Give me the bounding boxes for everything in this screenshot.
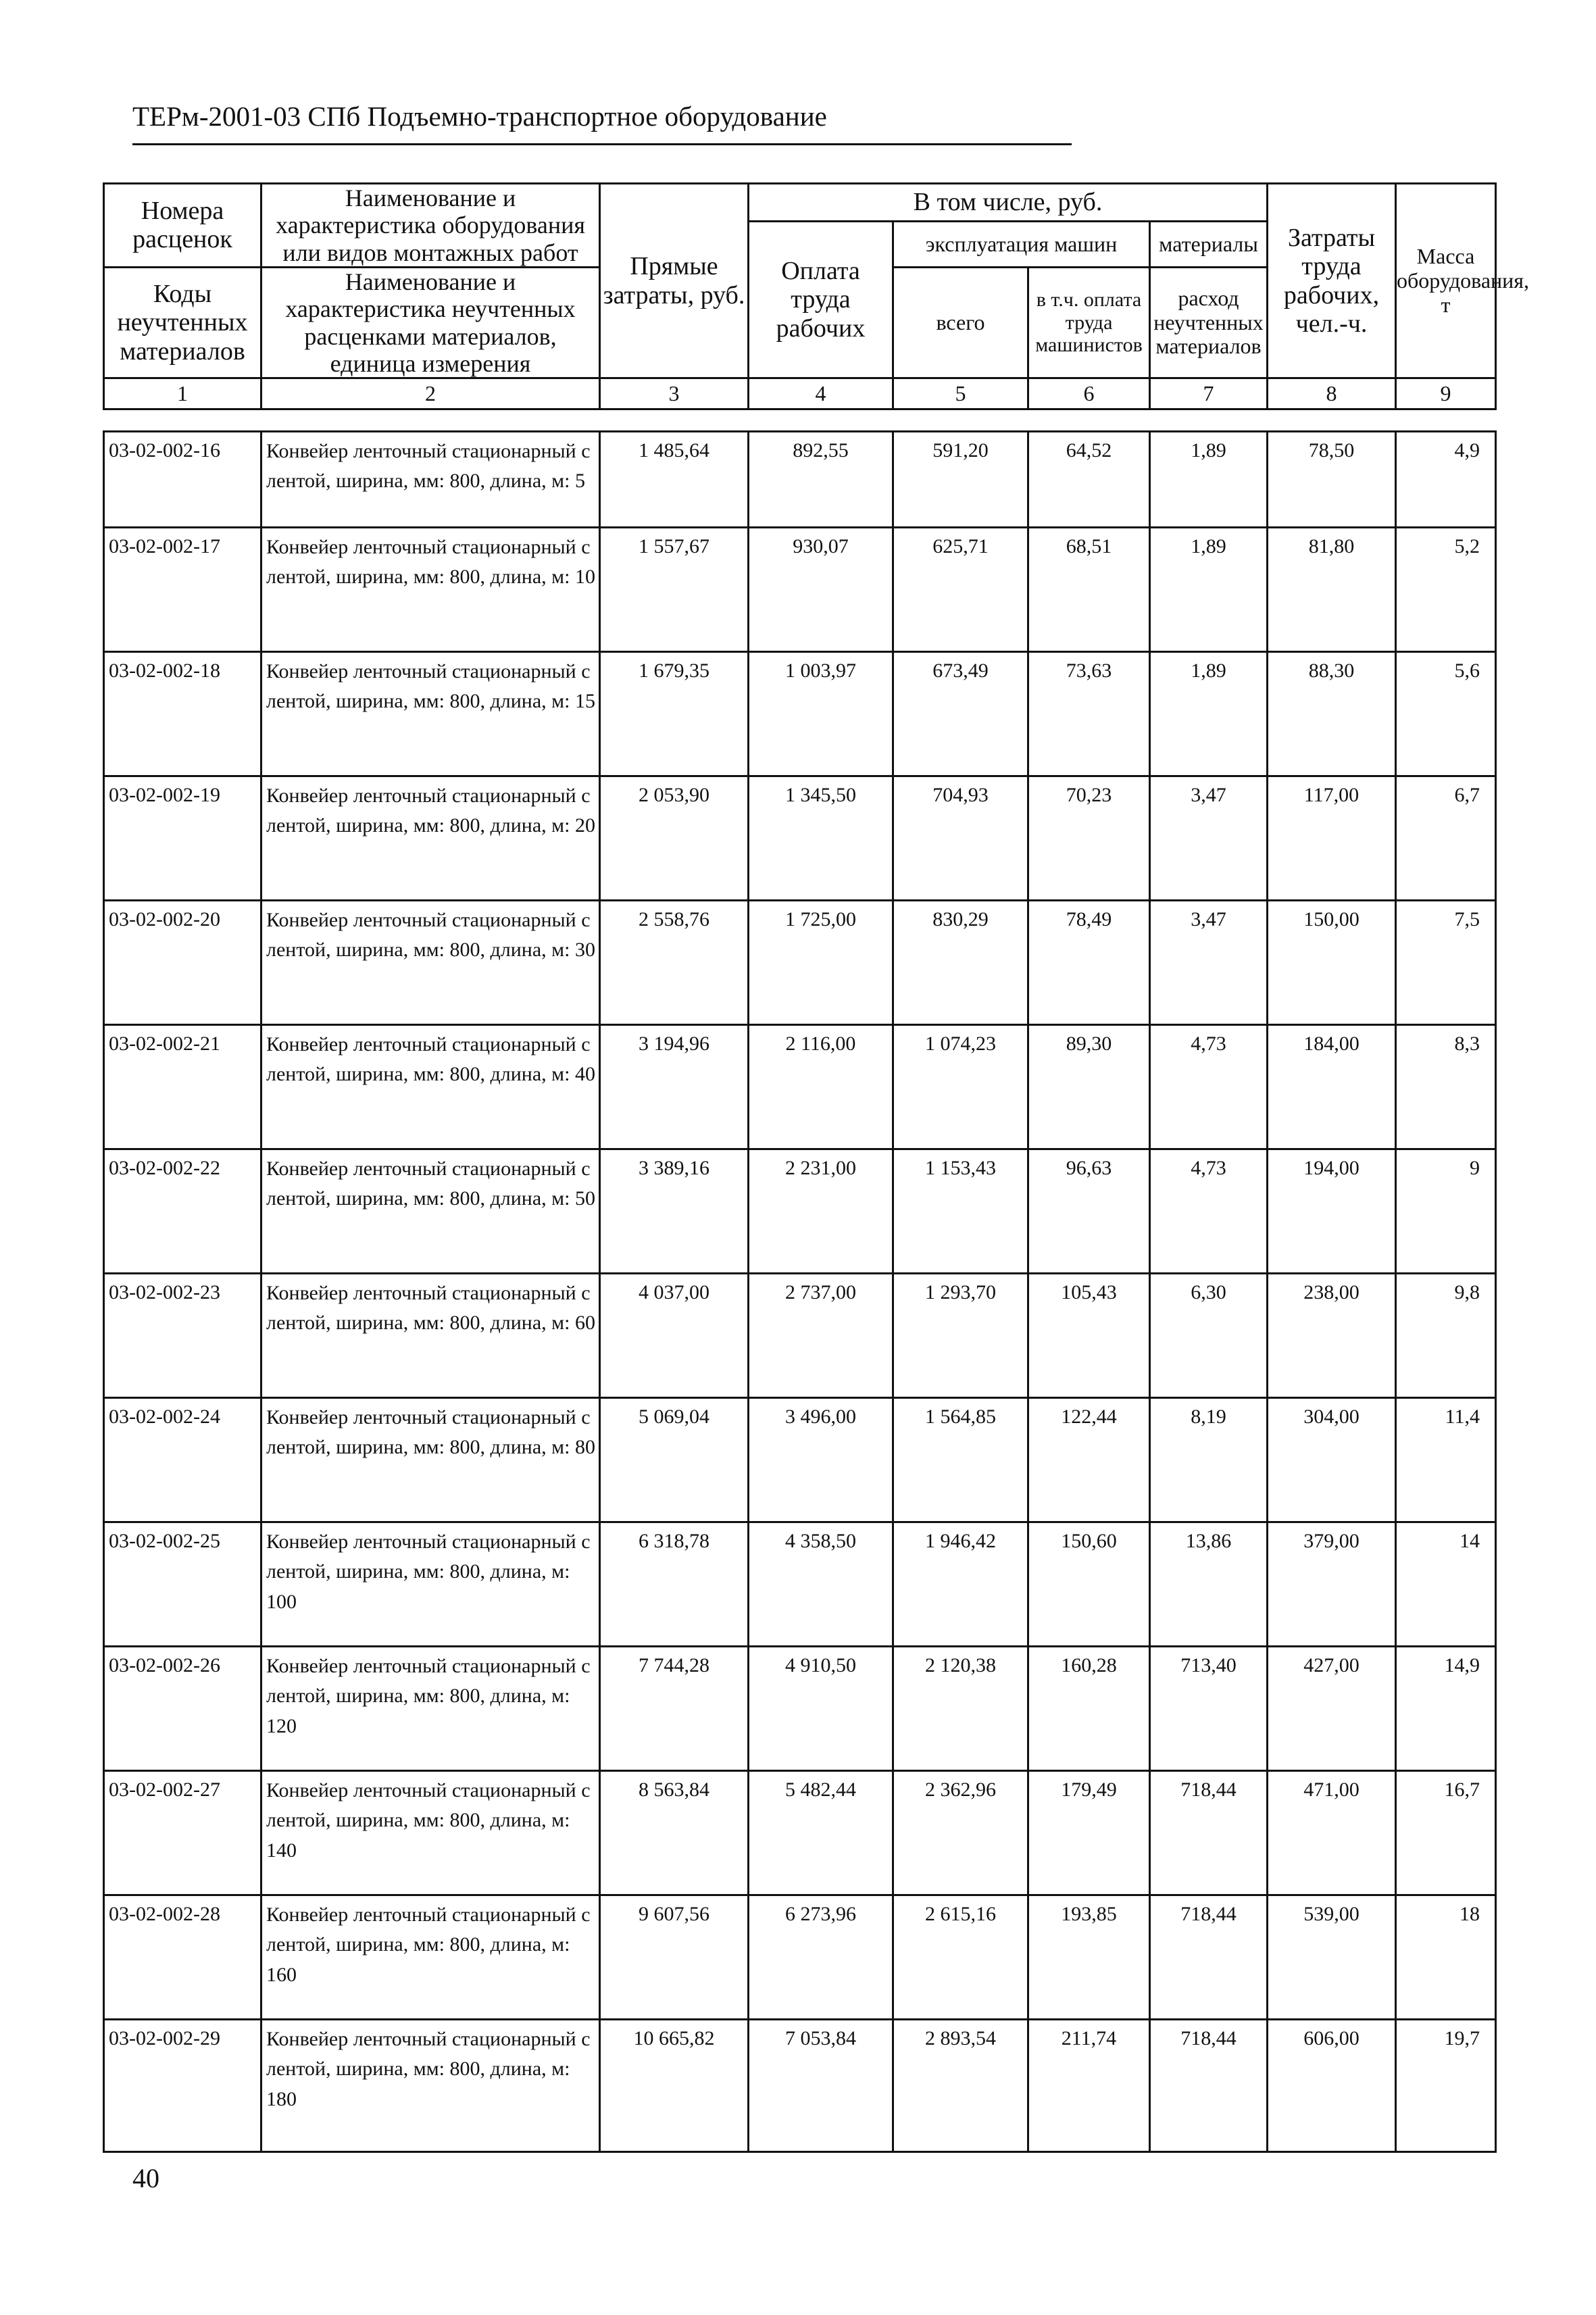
row-materials: 718,44 — [1150, 1895, 1268, 2020]
row-code: 03-02-002-28 — [104, 1895, 261, 2020]
row-code: 03-02-002-25 — [104, 1522, 261, 1647]
row-labor-hours: 150,00 — [1268, 901, 1396, 1025]
row-labor-hours: 184,00 — [1268, 1025, 1396, 1149]
col-number: 2 — [261, 378, 600, 409]
row-materials: 6,30 — [1150, 1274, 1268, 1398]
row-machines-total: 2 362,96 — [893, 1771, 1028, 1895]
row-machines-labor: 160,28 — [1028, 1647, 1150, 1771]
row-labor-cost: 1 345,50 — [749, 776, 893, 901]
page-number: 40 — [132, 2163, 159, 2193]
row-direct-cost: 1 679,35 — [600, 652, 749, 776]
row-labor-hours: 117,00 — [1268, 776, 1396, 901]
row-code: 03-02-002-27 — [104, 1771, 261, 1895]
row-machines-total: 2 120,38 — [893, 1647, 1028, 1771]
row-labor-hours: 606,00 — [1268, 2020, 1396, 2152]
row-mass: 18 — [1396, 1895, 1496, 2020]
row-direct-cost: 8 563,84 — [600, 1771, 749, 1895]
col-header-labor: Оплата труда рабочих — [749, 222, 893, 378]
row-labor-cost: 892,55 — [749, 432, 893, 528]
row-labor-hours: 78,50 — [1268, 432, 1396, 528]
row-mass: 9 — [1396, 1149, 1496, 1274]
row-code: 03-02-002-23 — [104, 1274, 261, 1398]
row-labor-hours: 379,00 — [1268, 1522, 1396, 1647]
row-labor-cost: 2 737,00 — [749, 1274, 893, 1398]
row-direct-cost: 7 744,28 — [600, 1647, 749, 1771]
row-name: Конвейер ленточный стационарный с лентой, ширина, мм: 800, длина, м: 120 — [261, 1647, 600, 1771]
row-code: 03-02-002-21 — [104, 1025, 261, 1149]
row-name: Конвейер ленточный стационарный с лентой, ширина, мм: 800, длина, м: 40 — [261, 1025, 600, 1149]
col-number: 9 — [1396, 378, 1496, 409]
col-header-machines: эксплуатация машин — [893, 222, 1150, 268]
col-number: 1 — [104, 378, 261, 409]
row-materials: 1,89 — [1150, 432, 1268, 528]
rates-table — [103, 430, 1497, 2153]
table-row — [104, 652, 1496, 776]
row-code: 03-02-002-26 — [104, 1647, 261, 1771]
row-machines-total: 1 293,70 — [893, 1274, 1028, 1398]
col-number: 8 — [1268, 378, 1396, 409]
row-direct-cost: 1 485,64 — [600, 432, 749, 528]
col-header-hours: Затраты труда рабочих, чел.-ч. — [1268, 184, 1396, 378]
col-header-machines-total: всего — [893, 267, 1028, 378]
row-machines-total: 625,71 — [893, 528, 1028, 652]
row-materials: 3,47 — [1150, 776, 1268, 901]
row-direct-cost: 2 053,90 — [600, 776, 749, 901]
row-mass: 7,5 — [1396, 901, 1496, 1025]
row-labor-cost: 3 496,00 — [749, 1398, 893, 1522]
table-row — [104, 1895, 1496, 2020]
row-machines-labor: 78,49 — [1028, 901, 1150, 1025]
table-row — [104, 1522, 1496, 1647]
row-labor-cost: 4 910,50 — [749, 1647, 893, 1771]
col-header-name-bottom: Наименование и характеристика неучтенных расценками материалов, единица измерения — [261, 267, 600, 378]
row-machines-total: 1 946,42 — [893, 1522, 1028, 1647]
row-name: Конвейер ленточный стационарный с лентой, ширина, мм: 800, длина, м: 100 — [261, 1522, 600, 1647]
row-labor-cost: 930,07 — [749, 528, 893, 652]
row-mass: 16,7 — [1396, 1771, 1496, 1895]
row-mass: 11,4 — [1396, 1398, 1496, 1522]
col-header-materials-consumption: расход неучтенных материалов — [1150, 267, 1268, 378]
row-code: 03-02-002-19 — [104, 776, 261, 901]
row-name: Конвейер ленточный стационарный с лентой, ширина, мм: 800, длина, м: 160 — [261, 1895, 600, 2020]
row-machines-labor: 150,60 — [1028, 1522, 1150, 1647]
row-machines-labor: 89,30 — [1028, 1025, 1150, 1149]
row-labor-hours: 88,30 — [1268, 652, 1396, 776]
row-labor-cost: 4 358,50 — [749, 1522, 893, 1647]
page-title: ТЕРм-2001-03 СПб Подъемно-транспортное оборудование — [132, 101, 827, 132]
row-code: 03-02-002-24 — [104, 1398, 261, 1522]
row-direct-cost: 5 069,04 — [600, 1398, 749, 1522]
row-materials: 13,86 — [1150, 1522, 1268, 1647]
row-name: Конвейер ленточный стационарный с лентой, ширина, мм: 800, длина, м: 60 — [261, 1274, 600, 1398]
row-machines-total: 591,20 — [893, 432, 1028, 528]
row-machines-total: 673,49 — [893, 652, 1028, 776]
col-header-group: В том числе, руб. — [749, 184, 1268, 222]
row-machines-labor: 68,51 — [1028, 528, 1150, 652]
table-row — [104, 1274, 1496, 1398]
row-machines-labor: 193,85 — [1028, 1895, 1150, 2020]
row-machines-labor: 122,44 — [1028, 1398, 1150, 1522]
row-labor-hours: 539,00 — [1268, 1895, 1396, 2020]
row-direct-cost: 3 389,16 — [600, 1149, 749, 1274]
table-row — [104, 901, 1496, 1025]
table-row — [104, 776, 1496, 901]
row-labor-hours: 194,00 — [1268, 1149, 1396, 1274]
table-row — [104, 528, 1496, 652]
row-labor-cost: 1 725,00 — [749, 901, 893, 1025]
row-labor-cost: 2 116,00 — [749, 1025, 893, 1149]
table-row — [104, 1771, 1496, 1895]
col-number: 3 — [600, 378, 749, 409]
row-labor-cost: 7 053,84 — [749, 2020, 893, 2152]
table-row — [104, 2020, 1496, 2152]
row-machines-total: 1 074,23 — [893, 1025, 1028, 1149]
row-labor-cost: 2 231,00 — [749, 1149, 893, 1274]
row-name: Конвейер ленточный стационарный с лентой, ширина, мм: 800, длина, м: 10 — [261, 528, 600, 652]
col-header-machines-labor: в т.ч. оплата труда машинистов — [1028, 267, 1150, 378]
row-mass: 5,6 — [1396, 652, 1496, 776]
row-materials: 718,44 — [1150, 2020, 1268, 2152]
row-direct-cost: 2 558,76 — [600, 901, 749, 1025]
row-direct-cost: 10 665,82 — [600, 2020, 749, 2152]
row-labor-hours: 304,00 — [1268, 1398, 1396, 1522]
row-name: Конвейер ленточный стационарный с лентой, ширина, мм: 800, длина, м: 180 — [261, 2020, 600, 2152]
row-name: Конвейер ленточный стационарный с лентой, ширина, мм: 800, длина, м: 15 — [261, 652, 600, 776]
row-labor-hours: 427,00 — [1268, 1647, 1396, 1771]
row-mass: 6,7 — [1396, 776, 1496, 901]
row-materials: 4,73 — [1150, 1149, 1268, 1274]
row-machines-total: 1 564,85 — [893, 1398, 1028, 1522]
table-row — [104, 432, 1496, 528]
row-mass: 19,7 — [1396, 2020, 1496, 2152]
col-number: 5 — [893, 378, 1028, 409]
row-materials: 1,89 — [1150, 528, 1268, 652]
table-header — [103, 182, 1529, 410]
row-name: Конвейер ленточный стационарный с лентой, ширина, мм: 800, длина, м: 140 — [261, 1771, 600, 1895]
row-machines-total: 2 893,54 — [893, 2020, 1028, 2152]
col-header-direct: Прямые затраты, руб. — [600, 184, 749, 378]
row-labor-hours: 238,00 — [1268, 1274, 1396, 1398]
row-direct-cost: 3 194,96 — [600, 1025, 749, 1149]
row-direct-cost: 6 318,78 — [600, 1522, 749, 1647]
row-code: 03-02-002-17 — [104, 528, 261, 652]
row-materials: 1,89 — [1150, 652, 1268, 776]
row-name: Конвейер ленточный стационарный с лентой, ширина, мм: 800, длина, м: 50 — [261, 1149, 600, 1274]
row-machines-labor: 73,63 — [1028, 652, 1150, 776]
row-code: 03-02-002-16 — [104, 432, 261, 528]
table-row — [104, 1647, 1496, 1771]
col-header-name-top: Наименование и характеристика оборудования или видов монтажных работ — [261, 184, 600, 268]
row-mass: 14 — [1396, 1522, 1496, 1647]
row-machines-total: 704,93 — [893, 776, 1028, 901]
row-mass: 9,8 — [1396, 1274, 1496, 1398]
row-labor-cost: 6 273,96 — [749, 1895, 893, 2020]
row-labor-cost: 5 482,44 — [749, 1771, 893, 1895]
row-direct-cost: 4 037,00 — [600, 1274, 749, 1398]
row-direct-cost: 1 557,67 — [600, 528, 749, 652]
row-machines-labor: 179,49 — [1028, 1771, 1150, 1895]
table-row — [104, 1149, 1496, 1274]
row-labor-hours: 471,00 — [1268, 1771, 1396, 1895]
row-mass: 5,2 — [1396, 528, 1496, 652]
row-direct-cost: 9 607,56 — [600, 1895, 749, 2020]
col-number: 4 — [749, 378, 893, 409]
row-code: 03-02-002-18 — [104, 652, 261, 776]
col-number: 7 — [1150, 378, 1268, 409]
row-machines-total: 2 615,16 — [893, 1895, 1028, 2020]
row-materials: 4,73 — [1150, 1025, 1268, 1149]
table-row — [104, 1398, 1496, 1522]
row-machines-labor: 70,23 — [1028, 776, 1150, 901]
row-code: 03-02-002-22 — [104, 1149, 261, 1274]
row-machines-total: 1 153,43 — [893, 1149, 1028, 1274]
row-materials: 8,19 — [1150, 1398, 1268, 1522]
row-machines-labor: 96,63 — [1028, 1149, 1150, 1274]
header-rule — [132, 143, 1072, 145]
col-header-mass: Масса оборудования, т — [1396, 184, 1496, 378]
row-machines-total: 830,29 — [893, 901, 1028, 1025]
col-header-materials: материалы — [1150, 222, 1268, 268]
row-materials: 3,47 — [1150, 901, 1268, 1025]
col-header-code-top: Номера расценок — [104, 184, 261, 268]
row-labor-hours: 81,80 — [1268, 528, 1396, 652]
row-code: 03-02-002-29 — [104, 2020, 261, 2152]
row-name: Конвейер ленточный стационарный с лентой, ширина, мм: 800, длина, м: 20 — [261, 776, 600, 901]
row-materials: 713,40 — [1150, 1647, 1268, 1771]
row-labor-cost: 1 003,97 — [749, 652, 893, 776]
row-name: Конвейер ленточный стационарный с лентой, ширина, мм: 800, длина, м: 30 — [261, 901, 600, 1025]
row-mass: 4,9 — [1396, 432, 1496, 528]
row-code: 03-02-002-20 — [104, 901, 261, 1025]
table-row — [104, 1025, 1496, 1149]
col-number: 6 — [1028, 378, 1150, 409]
row-materials: 718,44 — [1150, 1771, 1268, 1895]
col-header-code-bottom: Коды неучтенных материалов — [104, 267, 261, 378]
row-machines-labor: 64,52 — [1028, 432, 1150, 528]
row-machines-labor: 211,74 — [1028, 2020, 1150, 2152]
row-mass: 14,9 — [1396, 1647, 1496, 1771]
row-machines-labor: 105,43 — [1028, 1274, 1150, 1398]
row-mass: 8,3 — [1396, 1025, 1496, 1149]
row-name: Конвейер ленточный стационарный с лентой, ширина, мм: 800, длина, м: 5 — [261, 432, 600, 528]
row-name: Конвейер ленточный стационарный с лентой, ширина, мм: 800, длина, м: 80 — [261, 1398, 600, 1522]
